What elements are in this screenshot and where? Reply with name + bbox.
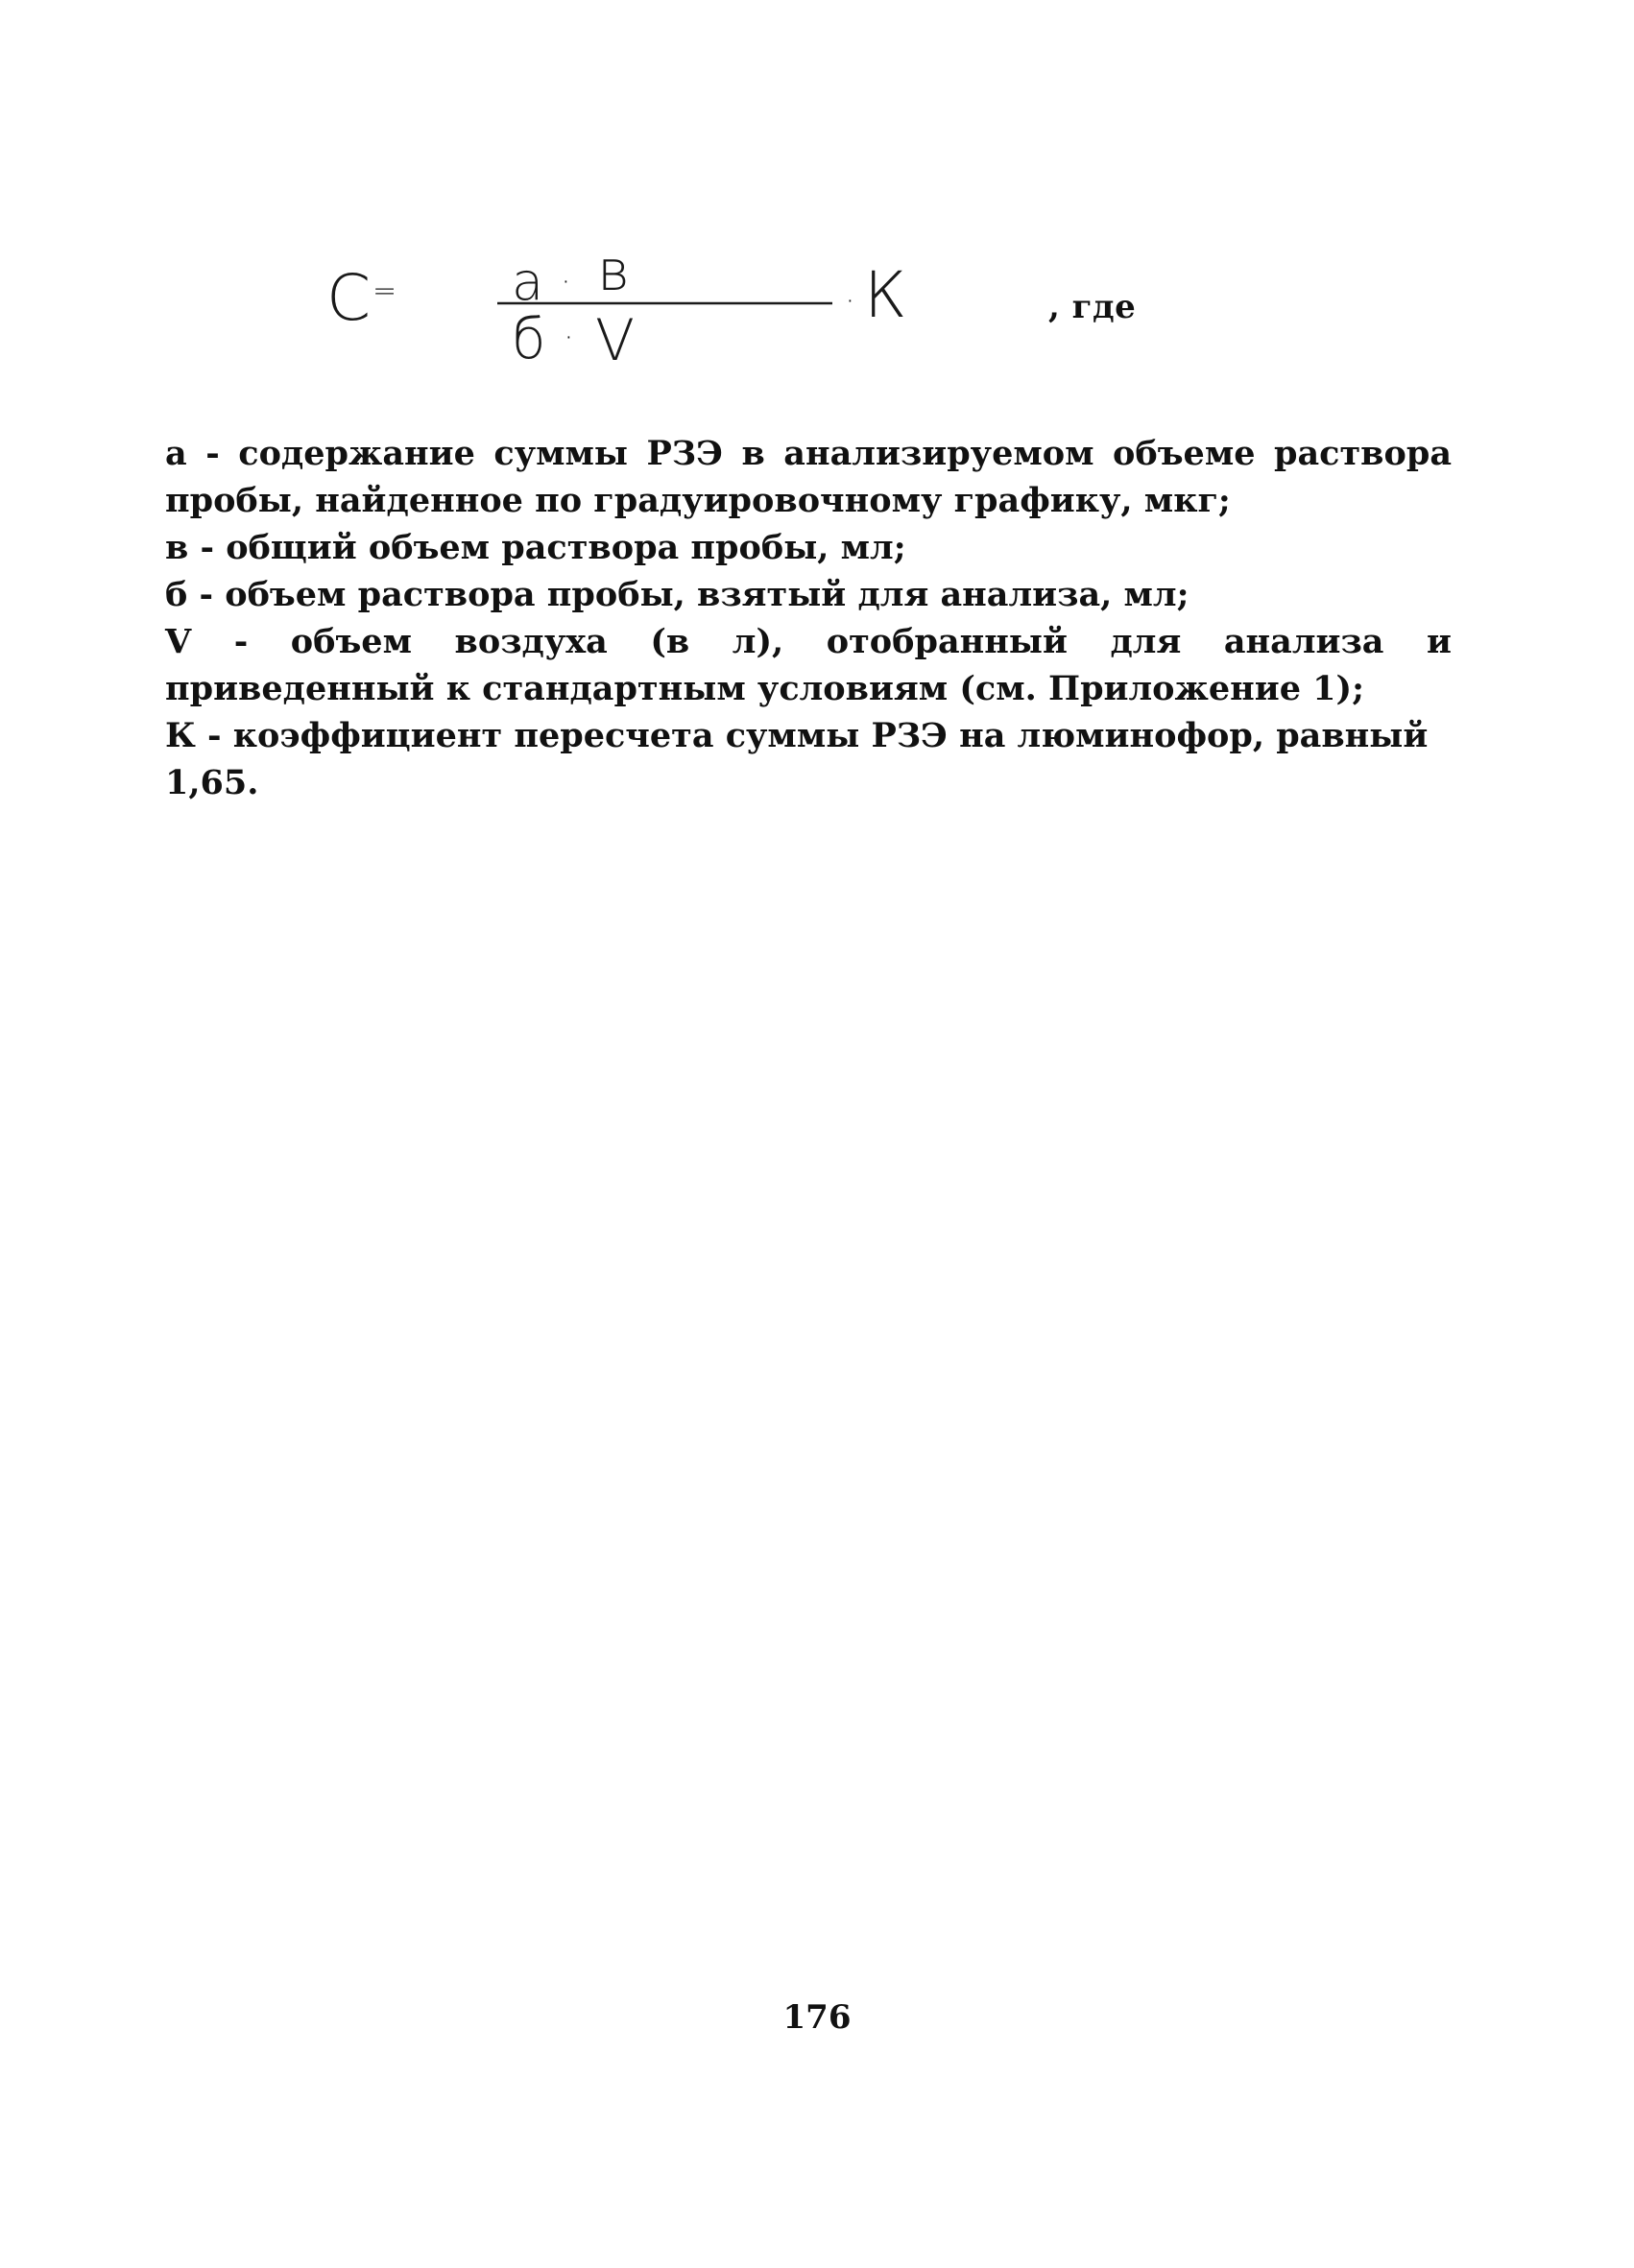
definition-b: б - объем раствора пробы, взятый для анализа, мл; bbox=[165, 575, 1189, 614]
formula-numerator-dot: · bbox=[561, 263, 571, 301]
definition-volume: V - объем воздуха (в л), отобранный для анализа и приведенный к стандартным условиям (см. Приложение 1); bbox=[165, 622, 1452, 708]
formula-equals: = bbox=[372, 275, 397, 308]
definition-v: в - общий объем раствора пробы, мл; bbox=[165, 528, 906, 567]
definition-a: а - содержание суммы РЗЭ в анализируемом объеме раствора пробы, найденное по градуировочному графику, мкг; bbox=[165, 434, 1452, 520]
formula-denominator-b: б bbox=[512, 306, 546, 371]
formula-denominator-dot: · bbox=[564, 319, 574, 357]
page-number: 176 bbox=[782, 1998, 852, 2037]
formula-lhs: C bbox=[326, 261, 372, 335]
formula-suffix: , где bbox=[1048, 288, 1137, 326]
formula-numerator-a: а bbox=[512, 251, 544, 312]
formula-denominator-v: V bbox=[595, 307, 636, 374]
variable-definitions bbox=[165, 430, 1452, 806]
formula-multiplier-k: К bbox=[864, 258, 907, 332]
definition-k: К - коэффициент пересчета суммы РЗЭ на люминофор, равный 1,65. bbox=[165, 716, 1429, 802]
formula-multiplier-dot: · bbox=[845, 282, 855, 321]
formula-numerator-v: в bbox=[597, 238, 630, 303]
